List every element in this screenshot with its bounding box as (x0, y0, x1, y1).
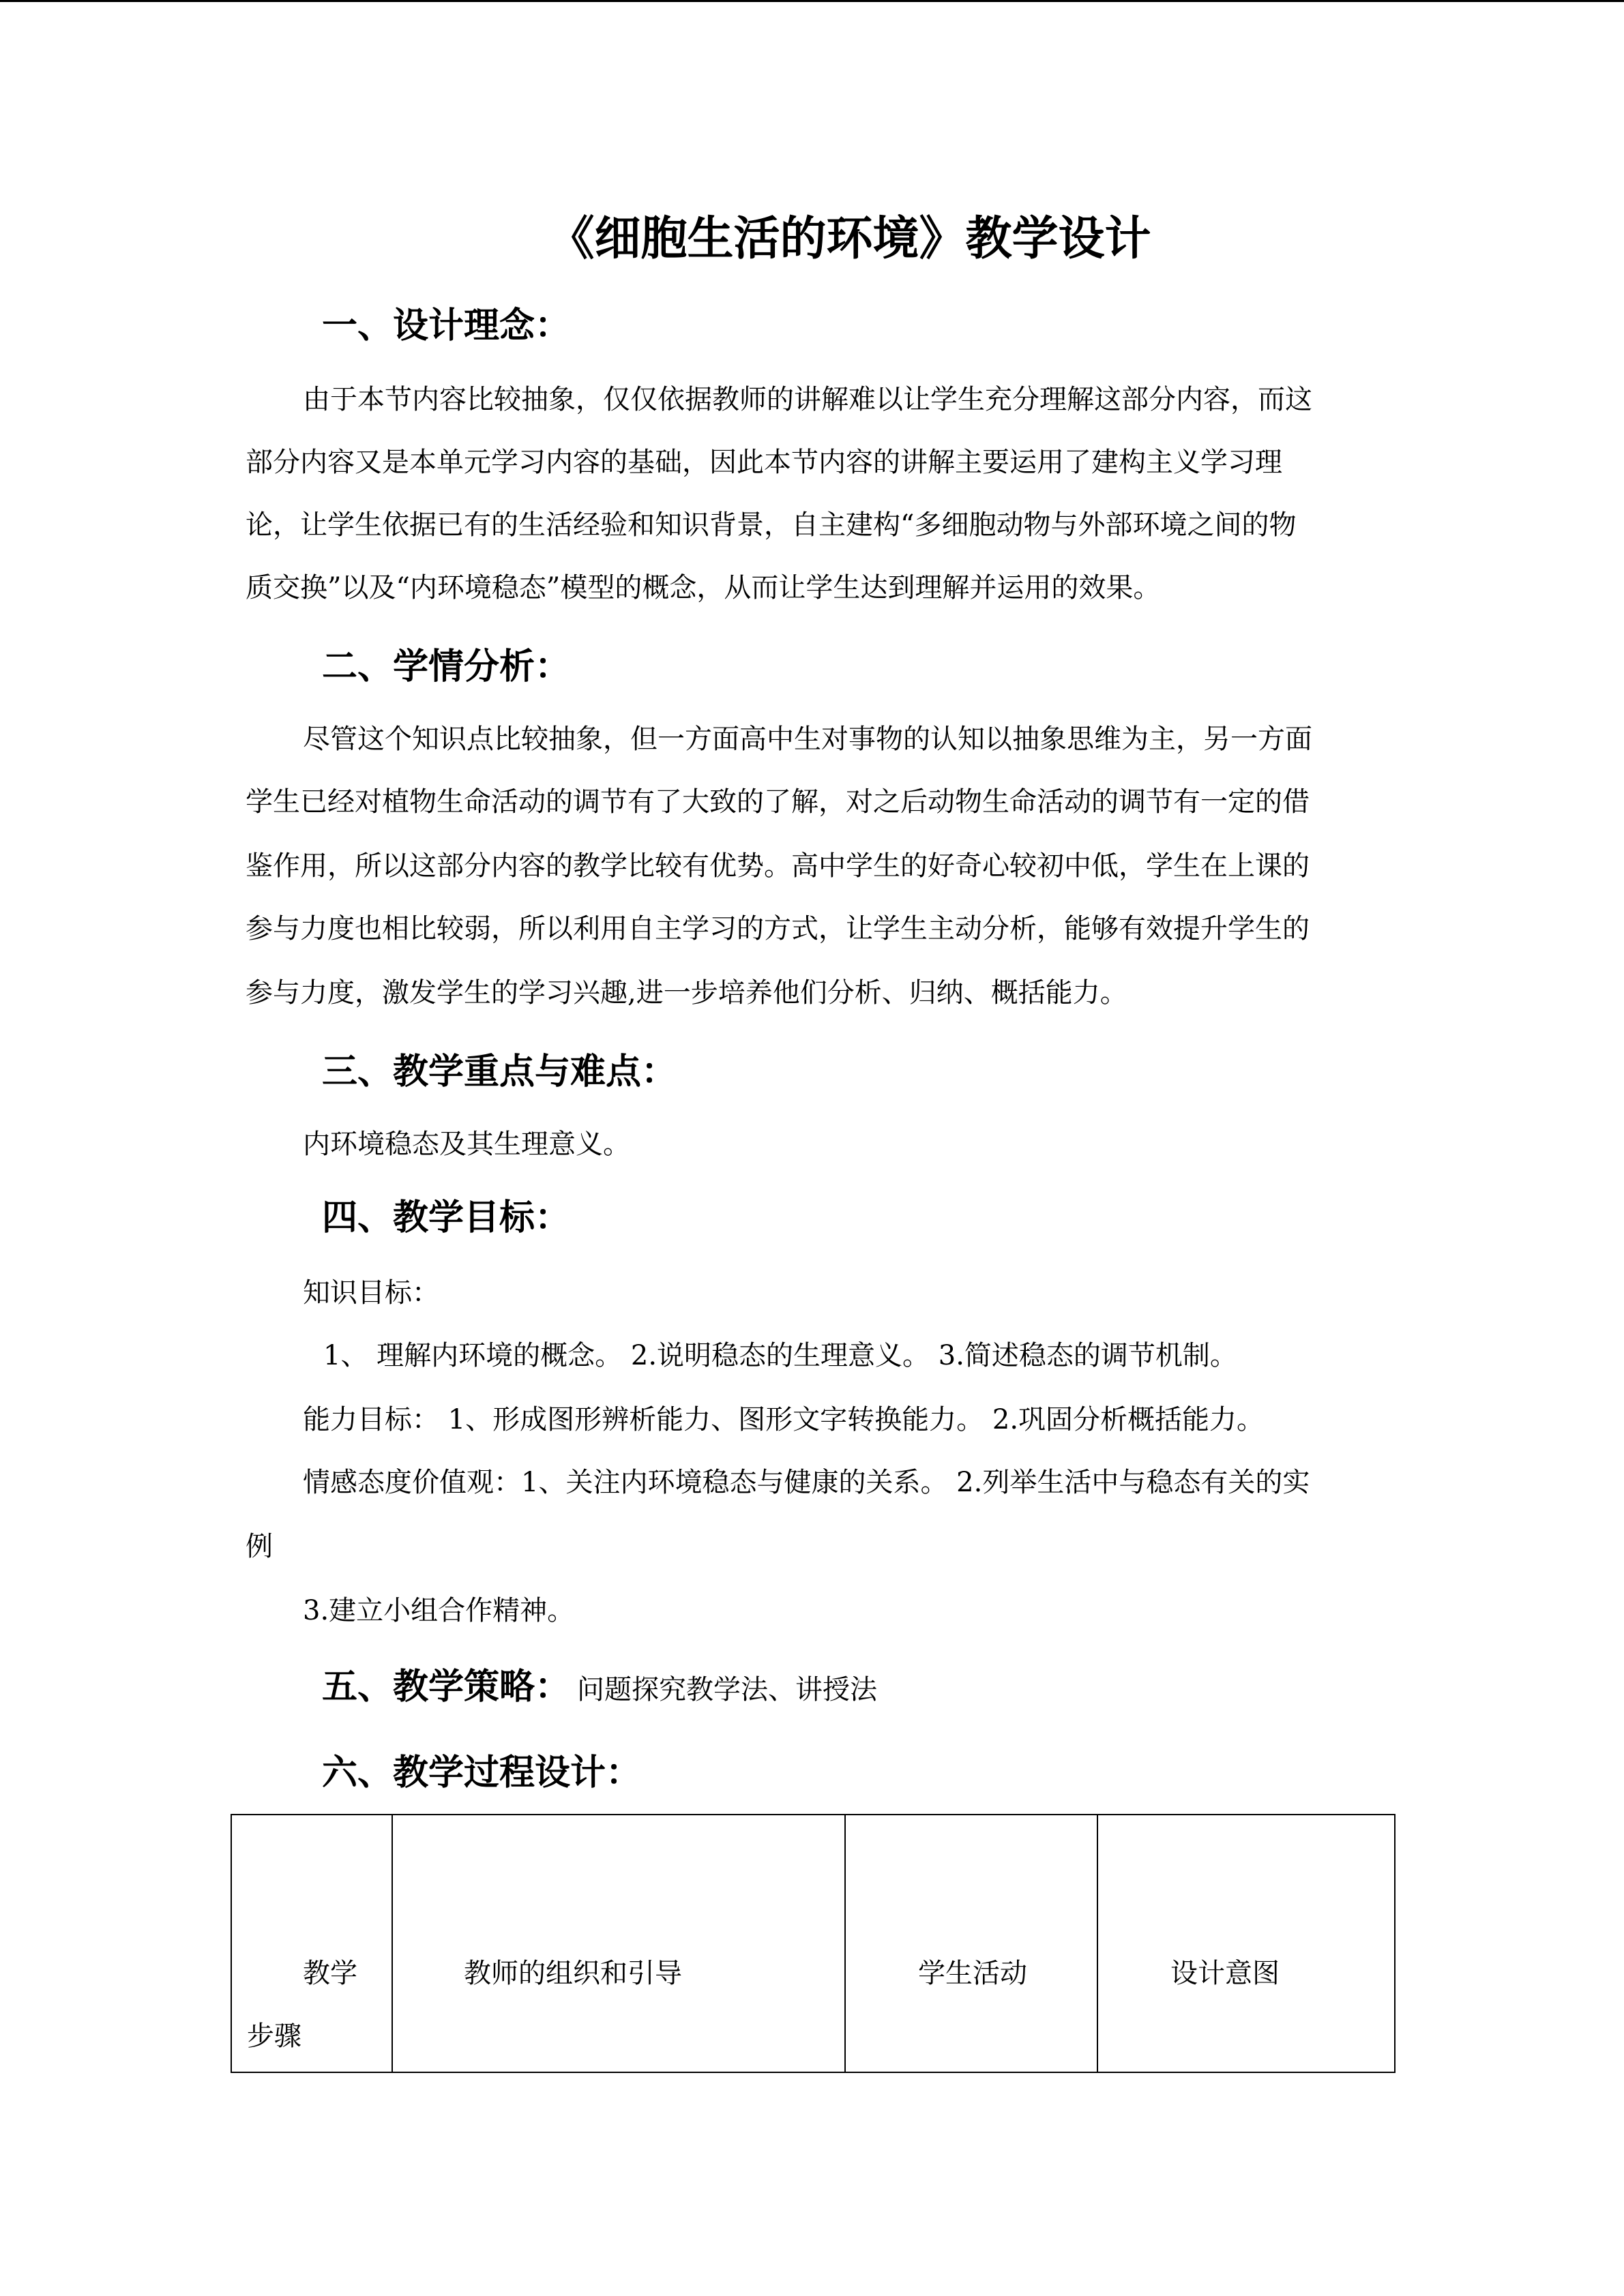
paragraph-line: 参与力度，激发学生的学习兴趣,进一步培养他们分析、归纳、概括能力。 (246, 977, 1127, 1009)
table-header-row (231, 1815, 1395, 2072)
header-steps-line2: 步骤 (247, 2021, 301, 2052)
paragraph-line: 内环境稳态及其生理意义。 (303, 1129, 630, 1160)
document-title: 《细胞生活的环境》教学设计 (548, 211, 1151, 266)
paragraph-line: 参与力度也相比较弱，所以利用自主学习的方式，让学生主动分析，能够有效提升学生的 (246, 913, 1310, 944)
emotion-goal-line: 情感态度价值观：1、关注内环境稳态与健康的关系。 2.列举生活中与稳态有关的实 (303, 1467, 1310, 1498)
section-heading-process-design: 六、教学过程设计： (322, 1752, 642, 1793)
page-top-border (0, 0, 1624, 2)
section-heading-student-analysis: 二、学情分析： (322, 646, 571, 687)
strategy-text: 问题探究教学法、讲授法 (577, 1674, 878, 1705)
paragraph-line: 学生已经对植物生命活动的调节有了大致的了解，对之后动物生命活动的调节有一定的借 (246, 786, 1310, 818)
header-student-label: 学生活动 (918, 1958, 1027, 1989)
section-heading-teaching-goals: 四、教学目标： (322, 1197, 571, 1238)
header-intent-label: 设计意图 (1170, 1958, 1280, 1989)
table-header-cell-steps (231, 1815, 392, 2072)
knowledge-goal-label: 知识目标： (303, 1277, 439, 1309)
paragraph-line: 论，让学生依据已有的生活经验和知识背景，自主建构“多细胞动物与外部环境之间的物 (246, 509, 1297, 541)
emotion-goal-line: 3.建立小组合作精神。 (303, 1595, 575, 1626)
header-steps-line1: 教学 (303, 1958, 357, 1989)
section-heading-design-concept: 一、设计理念： (322, 305, 571, 346)
paragraph-line: 部分内容又是本单元学习内容的基础，因此本节内容的讲解主要运用了建构主义学习理 (246, 447, 1282, 478)
emotion-goal-line: 例 (246, 1531, 273, 1562)
strategy-heading-text: 五、教学策略： (322, 1666, 571, 1708)
section-heading-strategy (322, 1660, 877, 1717)
table-header-cell-intent (1097, 1815, 1395, 2072)
knowledge-goal-items: 1、 理解内环境的概念。 2.说明稳态的生理意义。 3.简述稳态的调节机制。 (323, 1340, 1237, 1371)
paragraph-line: 尽管这个知识点比较抽象，但一方面高中生对事物的认知以抽象思维为主，另一方面 (303, 724, 1312, 755)
table-header-cell-teacher (392, 1815, 845, 2072)
paragraph-line: 质交换”以及“内环境稳态”模型的概念，从而让学生达到理解并运用的效果。 (246, 572, 1161, 603)
header-teacher-label: 教师的组织和引导 (464, 1958, 682, 1989)
ability-goal-line: 能力目标： 1、形成图形辨析能力、图形文字转换能力。 2.巩固分析概括能力。 (303, 1404, 1265, 1435)
table-header-cell-student (845, 1815, 1097, 2072)
process-table (231, 1814, 1396, 2073)
section-heading-key-points: 三、教学重点与难点： (322, 1051, 677, 1092)
paragraph-line: 鉴作用，所以这部分内容的教学比较有优势。高中学生的好奇心较初中低，学生在上课的 (246, 850, 1310, 882)
paragraph-line: 由于本节内容比较抽象，仅仅依据教师的讲解难以让学生充分理解这部分内容，而这 (303, 384, 1312, 415)
